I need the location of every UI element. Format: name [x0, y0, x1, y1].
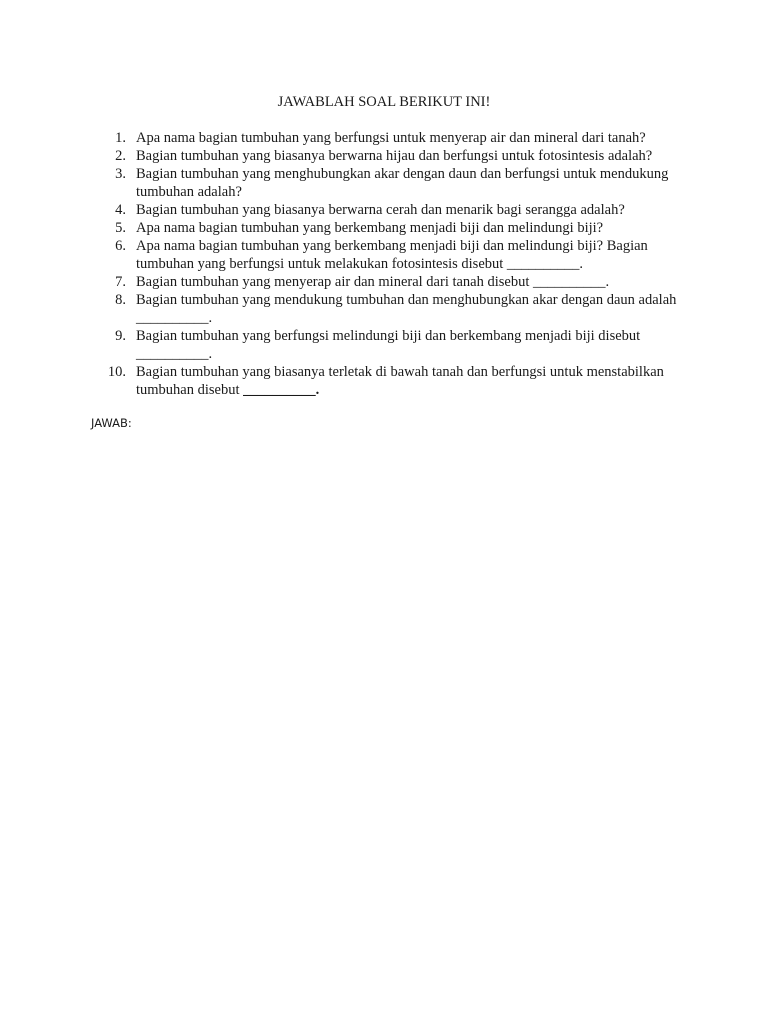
question-text: Bagian tumbuhan yang menyerap air dan mineral dari tanah disebut __________.	[136, 274, 610, 290]
list-item	[100, 129, 680, 147]
question-number: 2.	[115, 148, 126, 164]
list-item	[100, 273, 680, 291]
question-text: Bagian tumbuhan yang berfungsi melindungi biji dan berkembang menjadi biji disebut __________.	[136, 328, 641, 362]
answer-label: JAWAB:	[91, 416, 132, 430]
question-text: Apa nama bagian tumbuhan yang berkembang menjadi biji dan melindungi biji?	[136, 220, 604, 236]
list-item	[100, 327, 680, 363]
list-item	[100, 363, 680, 399]
question-text: Bagian tumbuhan yang menghubungkan akar dengan daun dan berfungsi untuk mendukung tumbuhan adalah?	[136, 166, 669, 200]
question-text: Bagian tumbuhan yang biasanya berwarna hijau dan berfungsi untuk fotosintesis adalah?	[136, 148, 653, 164]
question-number: 9.	[115, 328, 126, 344]
question-number: 10.	[107, 364, 126, 380]
question-number: 4.	[115, 202, 126, 218]
question-text: Bagian tumbuhan yang mendukung tumbuhan dan menghubungkan akar dengan daun adalah __________.	[136, 292, 677, 326]
question-text: Apa nama bagian tumbuhan yang berfungsi untuk menyerap air dan mineral dari tanah?	[136, 130, 646, 146]
list-item	[100, 237, 680, 273]
list-item	[100, 165, 680, 201]
question-list	[100, 129, 680, 399]
list-item	[100, 291, 680, 327]
question-number: 7.	[115, 274, 126, 290]
question-text: Bagian tumbuhan yang biasanya terletak di bawah tanah dan berfungsi untuk menstabilkan tumbuhan disebut	[136, 364, 664, 398]
page-title: JAWABLAH SOAL BERIKUT INI!	[277, 94, 491, 110]
list-item	[100, 219, 680, 237]
question-number: 8.	[115, 292, 126, 308]
question-number: 5.	[115, 220, 126, 236]
list-item	[100, 147, 680, 165]
question-text: Apa nama bagian tumbuhan yang berkembang menjadi biji dan melindungi biji? Bagian tumbuhan yang berfungsi untuk melakukan fotosintesis disebut __________.	[136, 238, 648, 272]
answer-blank: __________.	[243, 382, 320, 398]
list-item	[100, 201, 680, 219]
question-number: 3.	[115, 166, 126, 182]
question-number: 6.	[115, 238, 126, 254]
question-text: Bagian tumbuhan yang biasanya berwarna cerah dan menarik bagi serangga adalah?	[136, 202, 625, 218]
question-number: 1.	[115, 130, 126, 146]
